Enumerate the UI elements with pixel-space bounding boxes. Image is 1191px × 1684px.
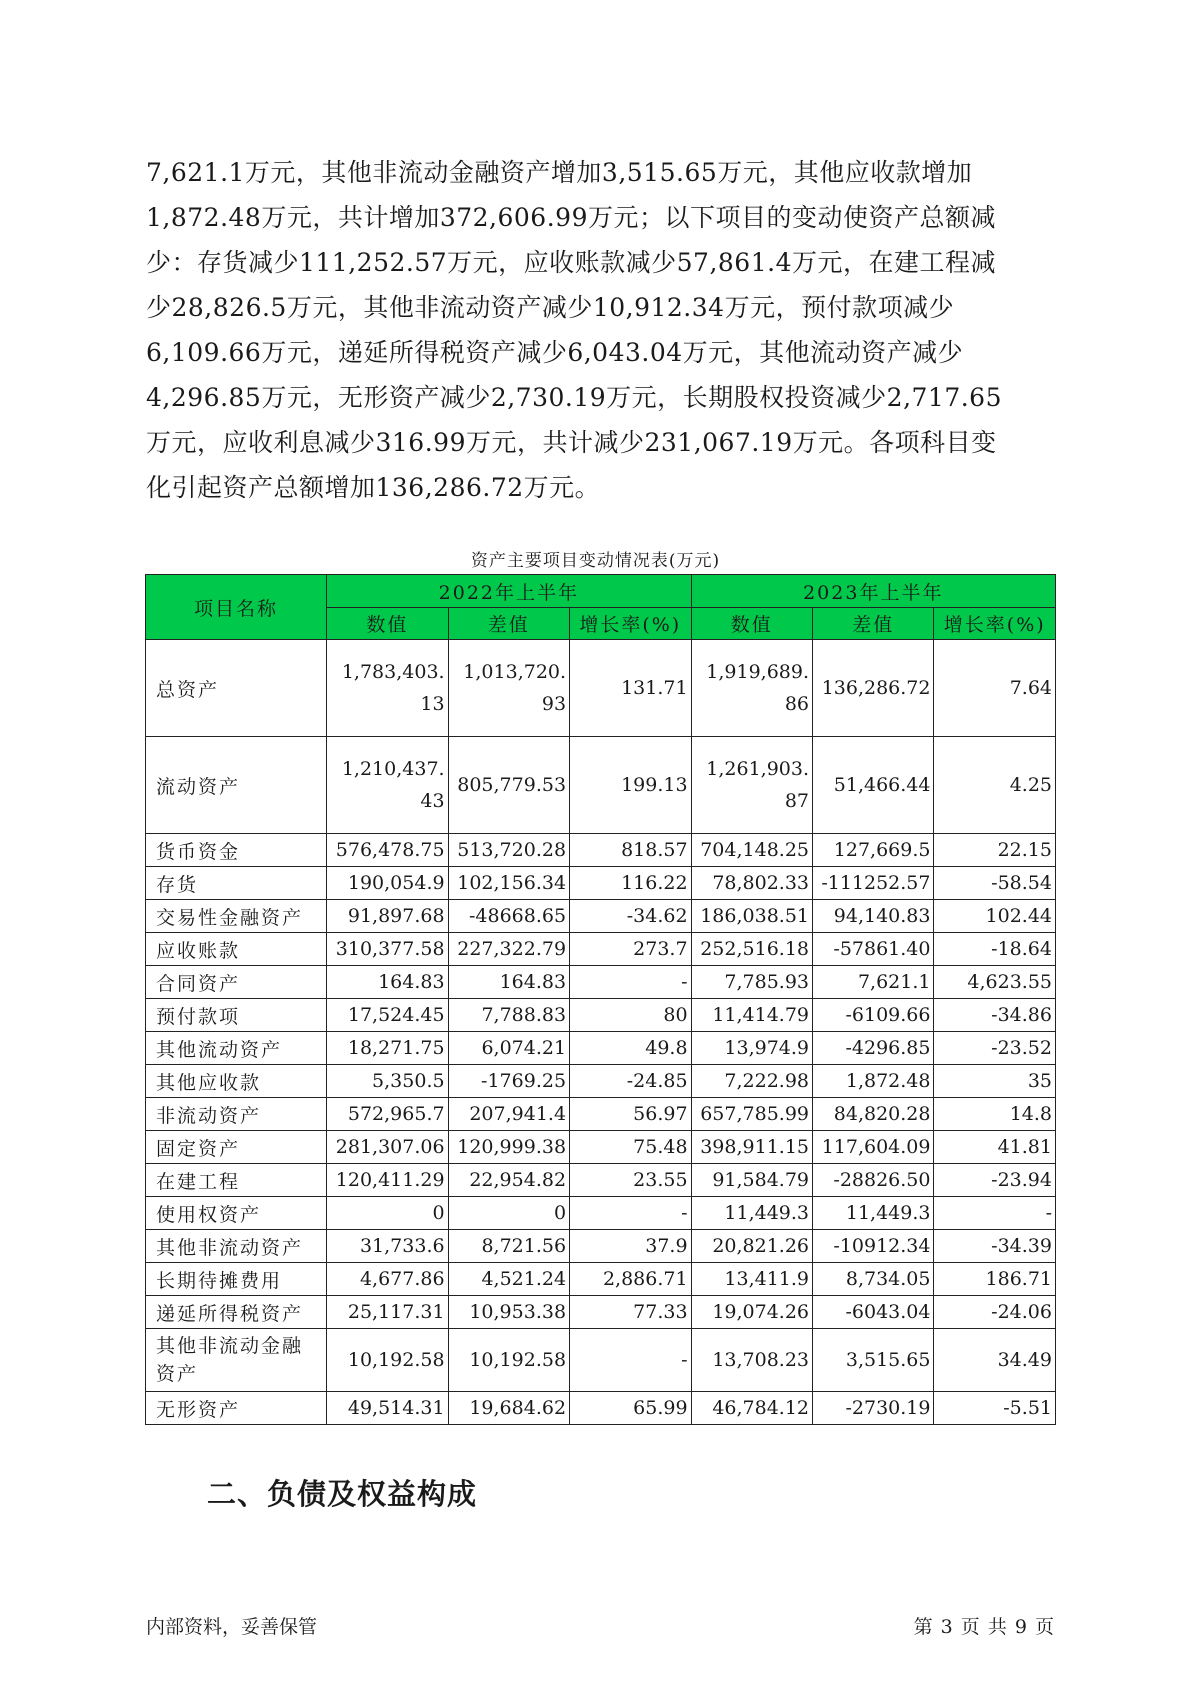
cell-r23: -5.51	[934, 1392, 1056, 1425]
cell-v22: 190,054.9	[327, 867, 448, 900]
row-item-name: 其他流动资产	[146, 1032, 327, 1065]
cell-v23: 13,411.9	[691, 1263, 812, 1296]
paragraph-line: 少：存货减少111,252.57万元，应收账款减少57,861.4万元，在建工程减	[146, 248, 996, 277]
cell-d23: 8,734.05	[813, 1263, 934, 1296]
cell-r22: 75.48	[570, 1131, 692, 1164]
cell-v22: 120,411.29	[327, 1164, 448, 1197]
cell-d22: 227,322.79	[448, 933, 569, 966]
cell-r22: 273.7	[570, 933, 692, 966]
cell-v23: 11,449.3	[691, 1197, 812, 1230]
cell-d23: 51,466.44	[813, 737, 934, 834]
cell-v23: 91,584.79	[691, 1164, 812, 1197]
cell-r23: 35	[934, 1065, 1056, 1098]
row-item-name: 在建工程	[146, 1164, 327, 1197]
row-item-name: 其他非流动金融资产	[146, 1329, 327, 1392]
row-item-name: 应收账款	[146, 933, 327, 966]
cell-d22: -48668.65	[448, 900, 569, 933]
cell-v22: 10,192.58	[327, 1329, 448, 1392]
cell-d22: 805,779.53	[448, 737, 569, 834]
table-row	[146, 1032, 1056, 1065]
cell-d22: 8,721.56	[448, 1230, 569, 1263]
cell-r22: 818.57	[570, 834, 692, 867]
table-row	[146, 1098, 1056, 1131]
header-value-2023: 数值	[691, 608, 812, 640]
row-item-name: 递延所得税资产	[146, 1296, 327, 1329]
cell-v23: 252,516.18	[691, 933, 812, 966]
cell-v22: 25,117.31	[327, 1296, 448, 1329]
cell-r23: -23.94	[934, 1164, 1056, 1197]
cell-v22: 18,271.75	[327, 1032, 448, 1065]
row-item-name: 流动资产	[146, 737, 327, 834]
cell-v23: 657,785.99	[691, 1098, 812, 1131]
cell-d23: -6109.66	[813, 999, 934, 1032]
header-period-2022: 2022年上半年	[327, 575, 691, 608]
cell-d22: 19,684.62	[448, 1392, 569, 1425]
cell-d22: 1,013,720.93	[448, 640, 569, 737]
row-item-name: 总资产	[146, 640, 327, 737]
table-row	[146, 900, 1056, 933]
cell-d23: 84,820.28	[813, 1098, 934, 1131]
asset-changes-table	[145, 574, 1056, 1425]
header-rate-2022: 增长率(%)	[570, 608, 692, 640]
cell-r22: -34.62	[570, 900, 692, 933]
cell-v23: 78,802.33	[691, 867, 812, 900]
cell-d23: -10912.34	[813, 1230, 934, 1263]
cell-v23: 186,038.51	[691, 900, 812, 933]
cell-d22: 164.83	[448, 966, 569, 999]
cell-d23: -57861.40	[813, 933, 934, 966]
cell-d23: -111252.57	[813, 867, 934, 900]
cell-d23: 11,449.3	[813, 1197, 934, 1230]
cell-d23: 94,140.83	[813, 900, 934, 933]
cell-d23: -4296.85	[813, 1032, 934, 1065]
cell-d22: 6,074.21	[448, 1032, 569, 1065]
cell-v22: 91,897.68	[327, 900, 448, 933]
cell-d22: 10,953.38	[448, 1296, 569, 1329]
paragraph-line: 万元，应收利息减少316.99万元，共计减少231,067.19万元。各项科目变	[146, 428, 997, 457]
table-row	[146, 1197, 1056, 1230]
cell-r23: 102.44	[934, 900, 1056, 933]
table-row	[146, 867, 1056, 900]
cell-d22: 102,156.34	[448, 867, 569, 900]
cell-v22: 281,307.06	[327, 1131, 448, 1164]
table-row	[146, 1164, 1056, 1197]
paragraph-line: 少28,826.5万元，其他非流动资产减少10,912.34万元，预付款项减少	[146, 293, 955, 322]
paragraph-line: 1,872.48万元，共计增加372,606.99万元；以下项目的变动使资产总额减	[146, 203, 996, 232]
cell-v22: 49,514.31	[327, 1392, 448, 1425]
table-row	[146, 737, 1056, 834]
cell-r23: -	[934, 1197, 1056, 1230]
cell-d22: 22,954.82	[448, 1164, 569, 1197]
cell-r23: 7.64	[934, 640, 1056, 737]
cell-v23: 398,911.15	[691, 1131, 812, 1164]
cell-d23: -2730.19	[813, 1392, 934, 1425]
cell-d23: 127,669.5	[813, 834, 934, 867]
cell-d23: 3,515.65	[813, 1329, 934, 1392]
cell-r23: -23.52	[934, 1032, 1056, 1065]
cell-r22: 2,886.71	[570, 1263, 692, 1296]
cell-r22: 23.55	[570, 1164, 692, 1197]
table-row	[146, 1263, 1056, 1296]
cell-r22: 116.22	[570, 867, 692, 900]
table-row	[146, 999, 1056, 1032]
table-row	[146, 1296, 1056, 1329]
cell-r22: 80	[570, 999, 692, 1032]
cell-r22: -24.85	[570, 1065, 692, 1098]
cell-d23: -6043.04	[813, 1296, 934, 1329]
paragraph-line: 化引起资产总额增加136,286.72万元。	[146, 473, 601, 502]
cell-r23: 4,623.55	[934, 966, 1056, 999]
row-item-name: 使用权资产	[146, 1197, 327, 1230]
cell-r22: 37.9	[570, 1230, 692, 1263]
cell-r23: 4.25	[934, 737, 1056, 834]
cell-d23: 136,286.72	[813, 640, 934, 737]
cell-v22: 164.83	[327, 966, 448, 999]
header-item-name: 项目名称	[146, 575, 327, 640]
table-row	[146, 640, 1056, 737]
cell-v22: 576,478.75	[327, 834, 448, 867]
cell-v23: 46,784.12	[691, 1392, 812, 1425]
cell-d23: 7,621.1	[813, 966, 934, 999]
row-item-name: 其他应收款	[146, 1065, 327, 1098]
table-row	[146, 1230, 1056, 1263]
cell-v22: 310,377.58	[327, 933, 448, 966]
row-item-name: 长期待摊费用	[146, 1263, 327, 1296]
cell-r23: 41.81	[934, 1131, 1056, 1164]
body-paragraph	[146, 150, 1046, 510]
cell-v23: 11,414.79	[691, 999, 812, 1032]
cell-r23: -24.06	[934, 1296, 1056, 1329]
cell-v23: 19,074.26	[691, 1296, 812, 1329]
cell-r23: -34.86	[934, 999, 1056, 1032]
cell-v23: 20,821.26	[691, 1230, 812, 1263]
table-row	[146, 1065, 1056, 1098]
row-item-name: 固定资产	[146, 1131, 327, 1164]
table-row	[146, 834, 1056, 867]
row-item-name: 其他非流动资产	[146, 1230, 327, 1263]
table-row	[146, 933, 1056, 966]
cell-r22: 65.99	[570, 1392, 692, 1425]
cell-v23: 1,261,903.87	[691, 737, 812, 834]
cell-v23: 13,974.9	[691, 1032, 812, 1065]
section-heading: 二、负债及权益构成	[207, 1477, 478, 1511]
cell-v22: 1,783,403.13	[327, 640, 448, 737]
cell-v22: 1,210,437.43	[327, 737, 448, 834]
cell-r23: -34.39	[934, 1230, 1056, 1263]
table-row	[146, 1131, 1056, 1164]
cell-r22: -	[570, 1329, 692, 1392]
cell-v23: 7,785.93	[691, 966, 812, 999]
row-item-name: 货币资金	[146, 834, 327, 867]
cell-v22: 572,965.7	[327, 1098, 448, 1131]
cell-r23: 34.49	[934, 1329, 1056, 1392]
cell-d22: 207,941.4	[448, 1098, 569, 1131]
paragraph-line: 4,296.85万元，无形资产减少2,730.19万元，长期股权投资减少2,717.65	[146, 383, 1002, 412]
cell-d22: -1769.25	[448, 1065, 569, 1098]
cell-d22: 4,521.24	[448, 1263, 569, 1296]
cell-r22: -	[570, 1197, 692, 1230]
footer-page-number: 第 3 页 共 9 页	[913, 1616, 1055, 1638]
cell-r22: 199.13	[570, 737, 692, 834]
row-item-name: 合同资产	[146, 966, 327, 999]
cell-r23: 186.71	[934, 1263, 1056, 1296]
cell-v22: 31,733.6	[327, 1230, 448, 1263]
cell-r22: 131.71	[570, 640, 692, 737]
cell-d22: 0	[448, 1197, 569, 1230]
footer-confidential-note: 内部资料，妥善保管	[146, 1616, 318, 1638]
cell-d22: 513,720.28	[448, 834, 569, 867]
cell-v23: 1,919,689.86	[691, 640, 812, 737]
cell-d23: -28826.50	[813, 1164, 934, 1197]
cell-v22: 17,524.45	[327, 999, 448, 1032]
row-item-name: 预付款项	[146, 999, 327, 1032]
cell-r23: 22.15	[934, 834, 1056, 867]
cell-d23: 117,604.09	[813, 1131, 934, 1164]
cell-d23: 1,872.48	[813, 1065, 934, 1098]
cell-v22: 4,677.86	[327, 1263, 448, 1296]
cell-d22: 10,192.58	[448, 1329, 569, 1392]
cell-r22: 49.8	[570, 1032, 692, 1065]
table-row	[146, 1329, 1056, 1392]
table-row	[146, 1392, 1056, 1425]
cell-r22: 77.33	[570, 1296, 692, 1329]
cell-r23: 14.8	[934, 1098, 1056, 1131]
header-value-2022: 数值	[327, 608, 448, 640]
cell-r23: -18.64	[934, 933, 1056, 966]
cell-d22: 7,788.83	[448, 999, 569, 1032]
header-diff-2022: 差值	[448, 608, 569, 640]
row-item-name: 无形资产	[146, 1392, 327, 1425]
cell-v22: 5,350.5	[327, 1065, 448, 1098]
cell-v23: 704,148.25	[691, 834, 812, 867]
header-period-2023: 2023年上半年	[691, 575, 1055, 608]
header-rate-2023: 增长率(%)	[934, 608, 1056, 640]
header-diff-2023: 差值	[813, 608, 934, 640]
cell-r22: -	[570, 966, 692, 999]
cell-v23: 7,222.98	[691, 1065, 812, 1098]
paragraph-line: 7,621.1万元，其他非流动金融资产增加3,515.65万元，其他应收款增加	[146, 158, 973, 187]
cell-v22: 0	[327, 1197, 448, 1230]
paragraph-line: 6,109.66万元，递延所得税资产减少6,043.04万元，其他流动资产减少	[146, 338, 964, 367]
cell-r22: 56.97	[570, 1098, 692, 1131]
row-item-name: 非流动资产	[146, 1098, 327, 1131]
cell-v23: 13,708.23	[691, 1329, 812, 1392]
table-caption: 资产主要项目变动情况表(万元)	[470, 551, 721, 571]
row-item-name: 交易性金融资产	[146, 900, 327, 933]
row-item-name: 存货	[146, 867, 327, 900]
table-row	[146, 966, 1056, 999]
cell-r23: -58.54	[934, 867, 1056, 900]
cell-d22: 120,999.38	[448, 1131, 569, 1164]
